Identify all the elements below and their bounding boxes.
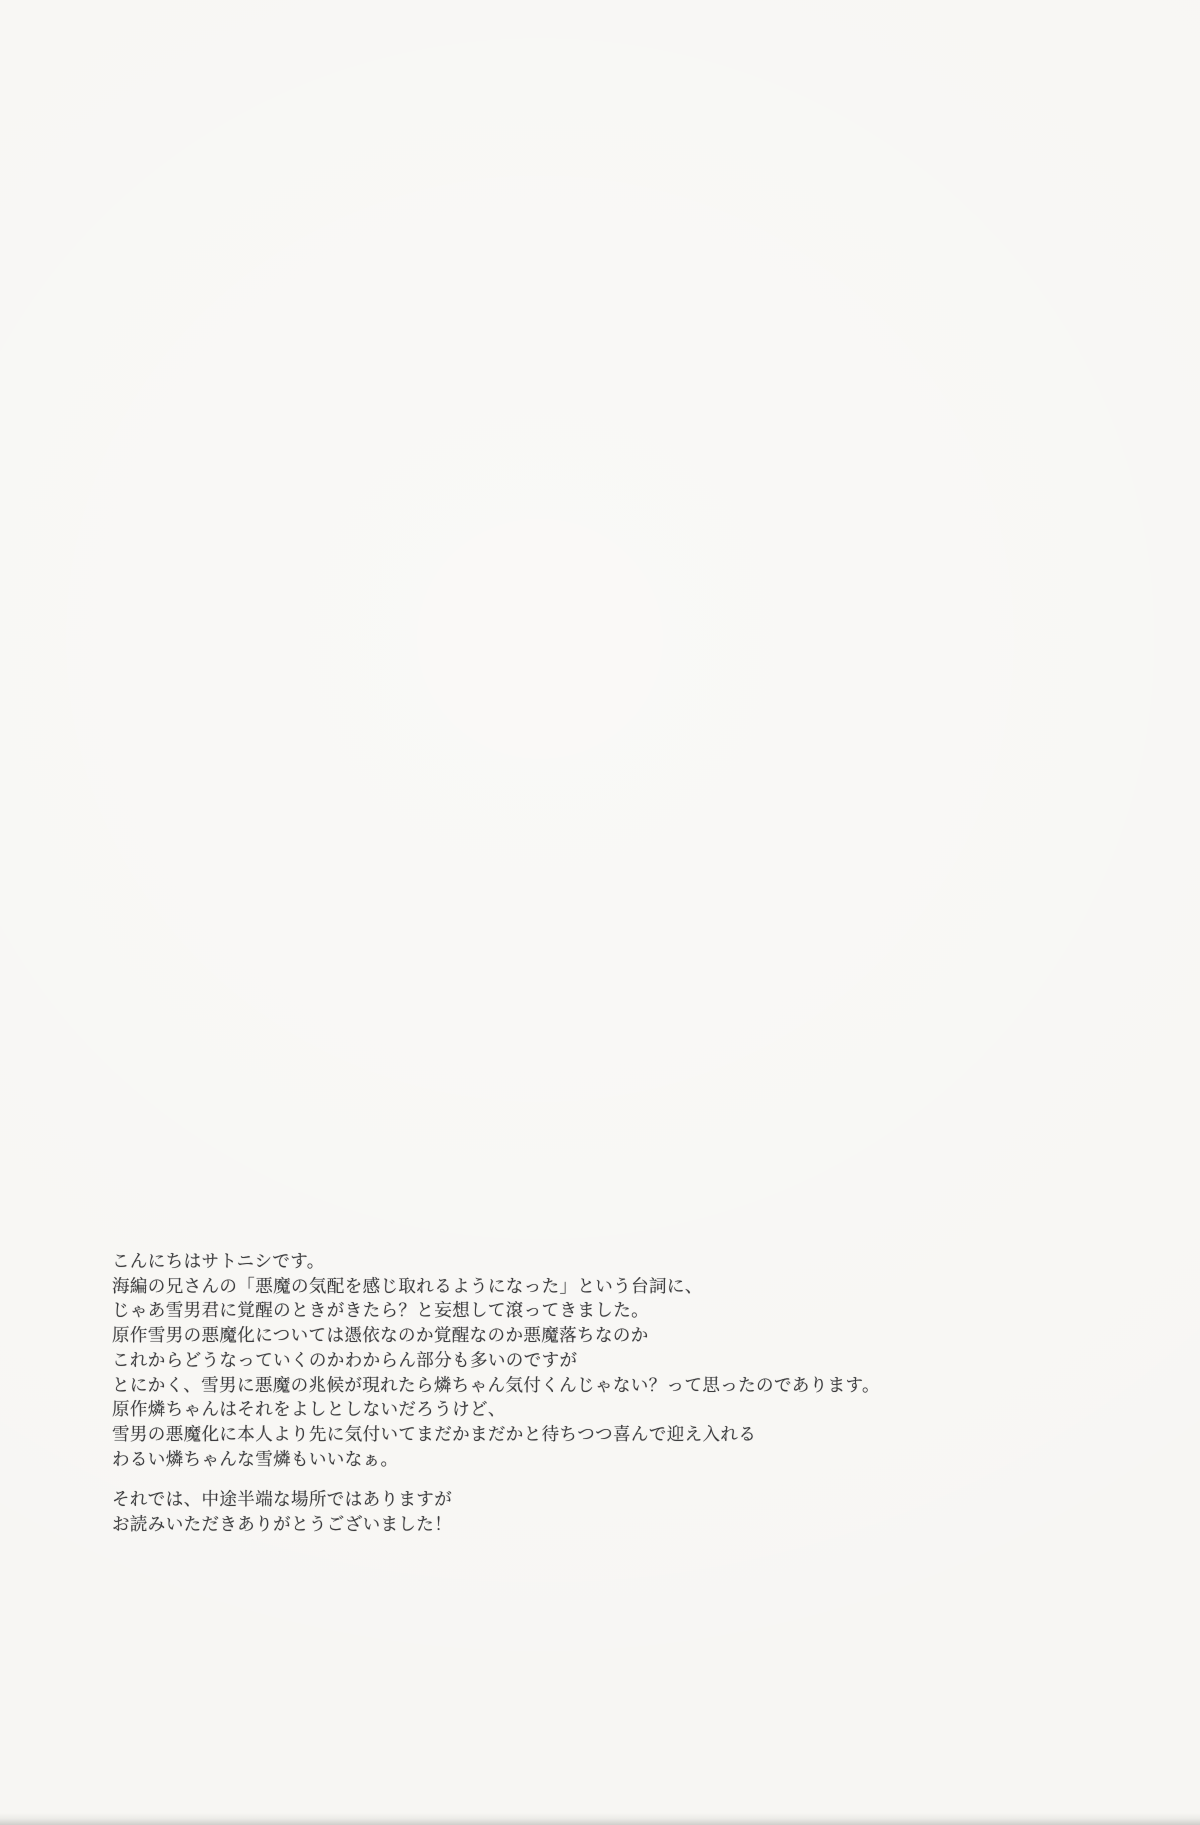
- afterword-line: これからどうなっていくのかわからん部分も多いのですが: [112, 1350, 578, 1371]
- afterword-line: こんにちはサトニシです。: [112, 1252, 325, 1272]
- afterword-line: 雪男の悪魔化に本人より先に気付いてまだかまだかと待ちつつ喜んで迎え入れる: [112, 1424, 757, 1445]
- afterword-line: それでは、中途半端な場所ではありますが: [112, 1490, 453, 1511]
- afterword-line: 海編の兄さんの「悪魔の気配を感じ取れるようになった」という台詞に、: [112, 1276, 703, 1297]
- afterword-line: 原作雪男の悪魔化については憑依なのか覚醒なのか悪魔落ちなのか: [112, 1326, 649, 1347]
- paragraph-gap: [112, 1472, 872, 1488]
- afterword-line: 原作燐ちゃんはそれをよしとしないだろうけど、: [112, 1400, 506, 1421]
- afterword-line: わるい燐ちゃんな雪燐もいいなぁ。: [112, 1449, 399, 1470]
- page-bottom-scan-edge: [0, 1813, 1200, 1825]
- afterword-line: お読みいただきありがとうございました！: [112, 1515, 453, 1536]
- afterword-line: とにかく、雪男に悪魔の兆候が現れたら燐ちゃん気付くんじゃない？って思ったのであります。: [112, 1375, 880, 1396]
- afterword-line: じゃあ雪男君に覚醒のときがきたら？と妄想して滾ってきました。: [112, 1301, 649, 1322]
- afterword-text-block: [112, 1250, 880, 1538]
